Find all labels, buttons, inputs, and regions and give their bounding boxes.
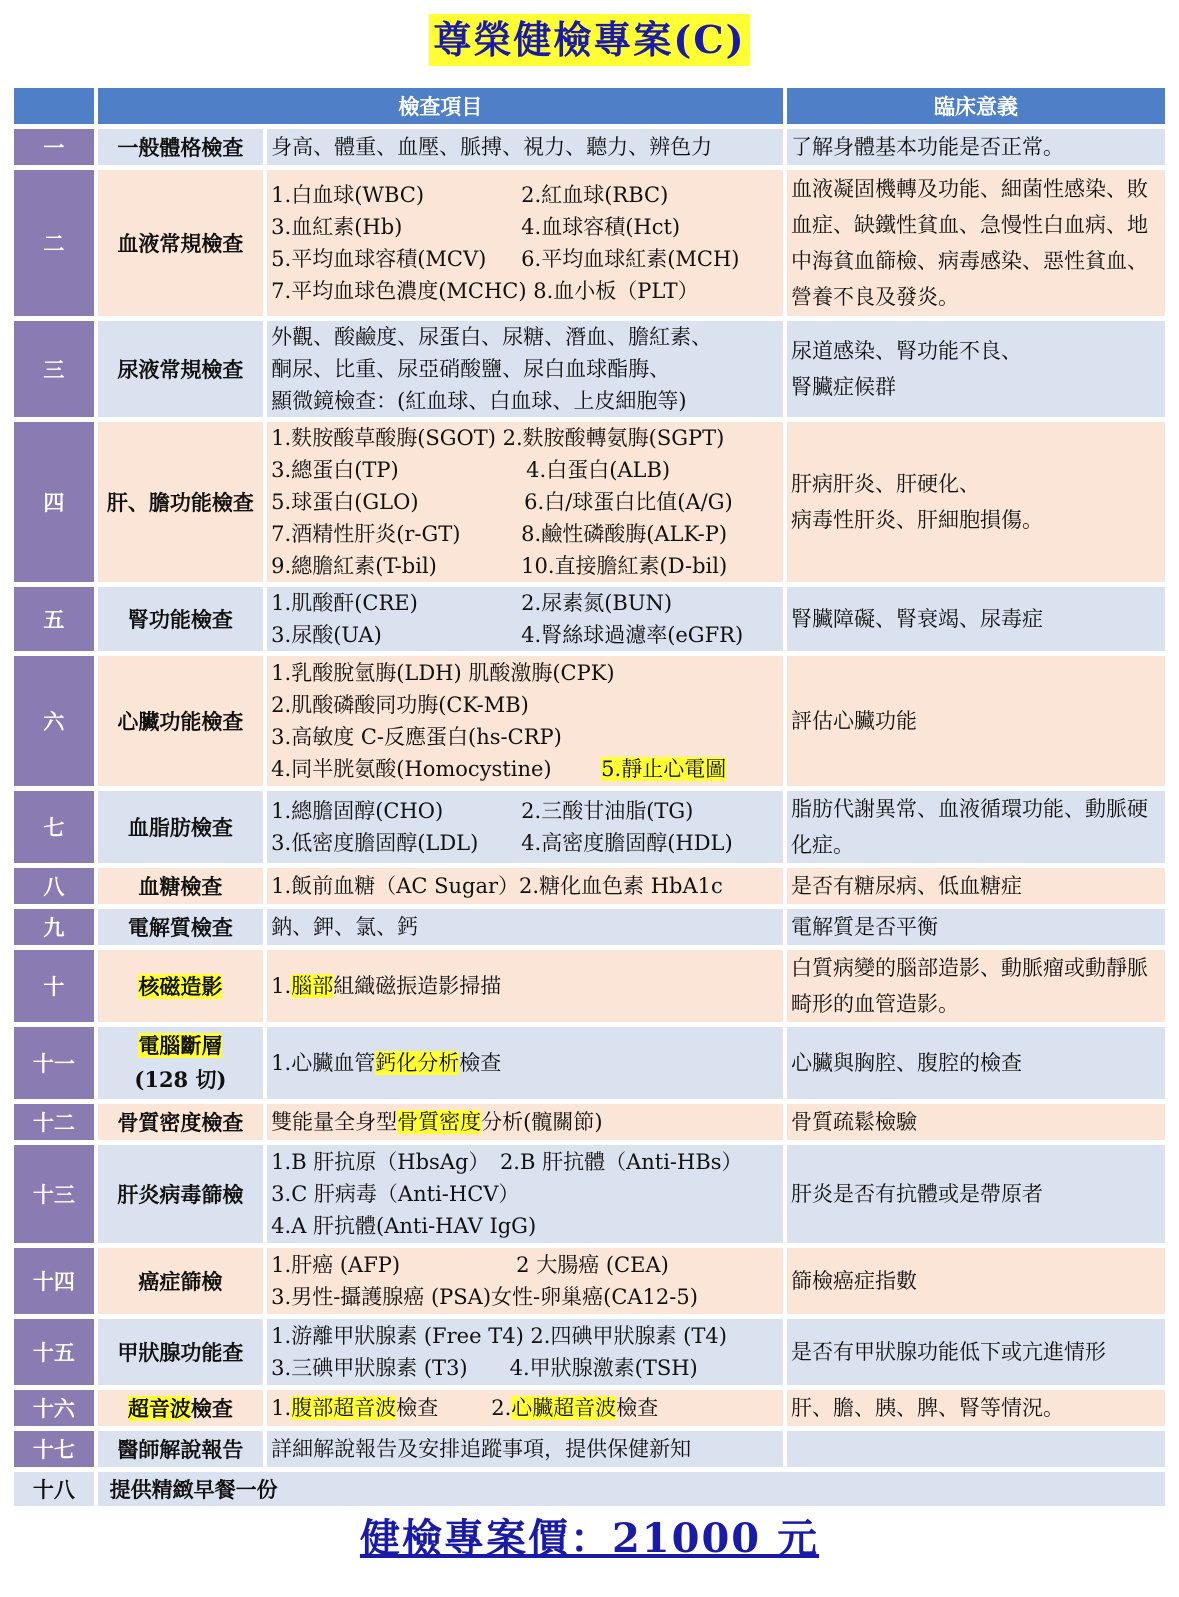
exam-item: 3.三碘甲狀腺素 (T3) 4.甲狀腺激素(TSH)	[271, 1356, 698, 1380]
exam-item: 8.鹼性磷酸脢(ALK-P)	[521, 522, 728, 546]
table-row	[14, 950, 1165, 1022]
item-text: 檢查	[396, 1396, 439, 1420]
exam-item: 7.平均血球色濃度(MCHC) 8.血小板（PLT）	[271, 279, 699, 303]
table-row	[14, 1319, 1165, 1385]
table-row	[14, 1145, 1165, 1243]
exam-item: 3.尿酸(UA)	[271, 623, 382, 647]
table-row	[14, 1472, 1165, 1506]
exam-items	[267, 1390, 783, 1426]
highlighted-item: 鈣化分析	[375, 1051, 460, 1075]
exam-item: 3.男性-攝護腺癌 (PSA)女性-卵巢癌(CA12-5)	[271, 1285, 698, 1309]
exam-name: 肝炎病毒篩檢	[98, 1145, 263, 1243]
table-row	[14, 170, 1165, 316]
exam-items: 1.飯前血糖（AC Sugar）2.糖化血色素 HbA1c	[267, 868, 783, 904]
item-text: 雙能量全身型	[271, 1110, 398, 1134]
item-text: 檢查	[459, 1051, 502, 1075]
exam-name	[98, 1027, 263, 1099]
exam-items	[267, 422, 783, 582]
clinical-significance: 肝、膽、胰、脾、腎等情況。	[787, 1390, 1165, 1426]
clinical-significance	[787, 1431, 1165, 1467]
exam-items	[267, 1248, 783, 1314]
exam-items	[267, 791, 783, 863]
highlighted-item: 骨質密度	[397, 1110, 482, 1134]
row-number: 二	[14, 170, 94, 316]
exam-item: 1.B 肝抗原（HbsAg） 2.B 肝抗體（Anti-HBs）	[271, 1150, 743, 1174]
exam-item: 4.A 肝抗體(Anti-HAV IgG)	[271, 1214, 537, 1238]
header-items: 檢查項目	[98, 88, 783, 124]
exam-item: 外觀、酸鹼度、尿蛋白、尿糖、潛血、膽紅素、	[271, 325, 713, 349]
row-number: 十一	[14, 1027, 94, 1099]
exam-item: 2.肌酸磷酸同功脢(CK-MB)	[271, 693, 529, 717]
checkup-table	[10, 83, 1169, 1511]
exam-name: 血液常規檢查	[98, 170, 263, 316]
highlighted-name: 核磁造影	[138, 974, 223, 999]
row-number: 五	[14, 587, 94, 651]
row-number: 一	[14, 129, 94, 165]
exam-items	[267, 950, 783, 1022]
clinical-significance: 腎臟障礙、腎衰竭、尿毒症	[787, 587, 1165, 651]
row-number: 十七	[14, 1431, 94, 1467]
exam-item: 2.紅血球(RBC)	[521, 183, 669, 207]
clinical-significance: 心臟與胸腔、腹腔的檢查	[787, 1027, 1165, 1099]
exam-item: 6.平均血球紅素(MCH)	[521, 247, 740, 271]
clinical-significance: 電解質是否平衡	[787, 909, 1165, 945]
row-number: 六	[14, 656, 94, 786]
exam-name: 電解質檢查	[98, 909, 263, 945]
row-number: 十四	[14, 1248, 94, 1314]
table-row	[14, 868, 1165, 904]
exam-name: 甲狀腺功能查	[98, 1319, 263, 1385]
header-blank	[14, 88, 94, 124]
table-row	[14, 321, 1165, 417]
item-text: 1.心臟血管	[271, 1051, 376, 1075]
exam-item: 1.麩胺酸草酸脢(SGOT) 2.麩胺酸轉氨脢(SGPT)	[271, 426, 725, 450]
exam-name	[98, 1390, 263, 1426]
exam-items: 詳細解說報告及安排追蹤事項，提供保健新知	[267, 1431, 783, 1467]
table-row	[14, 1390, 1165, 1426]
item-text: 分析(髖關節)	[481, 1110, 603, 1134]
table-row	[14, 1027, 1165, 1099]
exam-items	[267, 1027, 783, 1099]
exam-item: 4.腎絲球過濾率(eGFR)	[521, 623, 744, 647]
row-number: 九	[14, 909, 94, 945]
clinical-significance	[787, 321, 1165, 417]
clinical-significance: 了解身體基本功能是否正常。	[787, 129, 1165, 165]
exam-item: 3.低密度膽固醇(LDL)	[271, 831, 479, 855]
highlighted-item: 5.靜止心電圖	[601, 757, 727, 781]
exam-name: 提供精緻早餐一份	[98, 1472, 1165, 1506]
row-number: 十	[14, 950, 94, 1022]
exam-item: 9.總膽紅素(T-bil)	[271, 554, 437, 578]
row-number: 七	[14, 791, 94, 863]
table-row	[14, 1431, 1165, 1467]
exam-item: 3.高敏度 C-反應蛋白(hs-CRP)	[271, 725, 562, 749]
highlighted-name: 電腦斷層	[138, 1033, 223, 1058]
clinical-significance: 骨質疏鬆檢驗	[787, 1104, 1165, 1140]
row-number: 十六	[14, 1390, 94, 1426]
exam-item: 3.總蛋白(TP)	[271, 458, 399, 482]
exam-items	[267, 1104, 783, 1140]
exam-name: 心臟功能檢查	[98, 656, 263, 786]
table-row	[14, 1248, 1165, 1314]
clinical-significance: 脂肪代謝異常、血液循環功能、動脈硬化症。	[787, 791, 1165, 863]
item-text: 2.	[491, 1396, 512, 1420]
highlighted-item: 心臟超音波	[511, 1396, 617, 1420]
exam-item: 3.血紅素(Hb)	[271, 215, 403, 239]
row-number: 十三	[14, 1145, 94, 1243]
exam-item: 顯微鏡檢查：(紅血球、白血球、上皮細胞等)	[271, 389, 687, 413]
row-number: 十二	[14, 1104, 94, 1140]
table-row	[14, 587, 1165, 651]
exam-item: 3.C 肝病毒（Anti-HCV）	[271, 1182, 520, 1206]
exam-items: 身高、體重、血壓、脈搏、視力、聽力、辨色力	[267, 129, 783, 165]
significance-line: 病毒性肝炎、肝細胞損傷。	[791, 508, 1044, 532]
clinical-significance: 篩檢癌症指數	[787, 1248, 1165, 1314]
exam-item: 1.肌酸酐(CRE)	[271, 591, 418, 615]
exam-item: 4.同半胱氨酸(Homocystine)	[271, 757, 552, 781]
row-number: 八	[14, 868, 94, 904]
exam-item: 2 大腸癌 (CEA)	[516, 1253, 669, 1277]
table-header-row	[14, 88, 1165, 124]
exam-item: 5.平均血球容積(MCV)	[271, 247, 487, 271]
clinical-significance: 是否有糖尿病、低血糖症	[787, 868, 1165, 904]
row-number: 十五	[14, 1319, 94, 1385]
item-text: 組織磁振造影掃描	[333, 974, 502, 998]
clinical-significance: 血液凝固機轉及功能、細菌性感染、敗血症、缺鐵性貧血、急慢性白血病、地中海貧血篩檢、病毒感染、惡性貧血、營養不良及發炎。	[787, 170, 1165, 316]
row-number: 四	[14, 422, 94, 582]
exam-items	[267, 1319, 783, 1385]
exam-items: 鈉、鉀、氯、鈣	[267, 909, 783, 945]
clinical-significance	[787, 422, 1165, 582]
exam-item: 10.直接膽紅素(D-bil)	[521, 554, 728, 578]
exam-item: 4.血球容積(Hct)	[521, 215, 681, 239]
significance-line: 腎臟症候群	[791, 375, 897, 399]
row-number: 十八	[14, 1472, 94, 1506]
row-number: 三	[14, 321, 94, 417]
exam-name: 癌症篩檢	[98, 1248, 263, 1314]
exam-items	[267, 587, 783, 651]
exam-name-sub: (128 切)	[134, 1067, 227, 1092]
exam-items	[267, 656, 783, 786]
exam-name	[98, 950, 263, 1022]
exam-items	[267, 321, 783, 417]
exam-item: 1.游離甲狀腺素 (Free T4) 2.四碘甲狀腺素 (T4)	[271, 1324, 727, 1348]
package-price: 健檢專案價：21000 元	[359, 1515, 820, 1562]
table-row	[14, 422, 1165, 582]
item-text: 1.	[271, 1396, 292, 1420]
exam-name: 醫師解說報告	[98, 1431, 263, 1467]
exam-items	[267, 1145, 783, 1243]
exam-item: 1.白血球(WBC)	[271, 183, 425, 207]
exam-item: 4.白蛋白(ALB)	[526, 458, 671, 482]
exam-name: 血脂肪檢查	[98, 791, 263, 863]
exam-item: 2.尿素氮(BUN)	[521, 591, 673, 615]
exam-item: 1.肝癌 (AFP)	[271, 1253, 401, 1277]
exam-item: 2.三酸甘油脂(TG)	[521, 799, 694, 823]
significance-line: 肝病肝炎、肝硬化、	[791, 472, 981, 496]
table-row	[14, 791, 1165, 863]
exam-item: 6.白/球蛋白比值(A/G)	[524, 490, 733, 514]
exam-item: 1.乳酸脫氫脢(LDH) 肌酸激脢(CPK)	[271, 661, 615, 685]
table-row	[14, 129, 1165, 165]
highlighted-item: 腦部	[291, 974, 334, 998]
exam-item: 1.總膽固醇(CHO)	[271, 799, 444, 823]
highlighted-item: 腹部超音波	[291, 1396, 397, 1420]
exam-item: 4.高密度膽固醇(HDL)	[521, 831, 733, 855]
clinical-significance: 是否有甲狀腺功能低下或亢進情形	[787, 1319, 1165, 1385]
significance-line: 尿道感染、腎功能不良、	[791, 339, 1023, 363]
exam-items	[267, 170, 783, 316]
exam-name: 血糖檢查	[98, 868, 263, 904]
page-title: 尊榮健檢專案(C)	[429, 14, 749, 66]
clinical-significance: 評估心臟功能	[787, 656, 1165, 786]
table-row	[14, 656, 1165, 786]
exam-name-text: 檢查	[190, 1396, 233, 1421]
header-significance: 臨床意義	[787, 88, 1165, 124]
exam-name: 腎功能檢查	[98, 587, 263, 651]
exam-item: 7.酒精性肝炎(r-GT)	[271, 522, 461, 546]
exam-item: 5.球蛋白(GLO)	[271, 490, 419, 514]
exam-name: 一般體格檢查	[98, 129, 263, 165]
exam-name: 尿液常規檢查	[98, 321, 263, 417]
exam-name: 肝、膽功能檢查	[98, 422, 263, 582]
item-text: 檢查	[616, 1396, 659, 1420]
clinical-significance: 白質病變的腦部造影、動脈瘤或動靜脈畸形的血管造影。	[787, 950, 1165, 1022]
exam-name: 骨質密度檢查	[98, 1104, 263, 1140]
table-row	[14, 1104, 1165, 1140]
highlighted-name: 超音波	[127, 1396, 191, 1421]
table-row	[14, 909, 1165, 945]
item-text: 1.	[271, 974, 292, 998]
exam-item: 酮尿、比重、尿亞硝酸鹽、尿白血球酯脢、	[271, 357, 671, 381]
clinical-significance: 肝炎是否有抗體或是帶原者	[787, 1145, 1165, 1243]
